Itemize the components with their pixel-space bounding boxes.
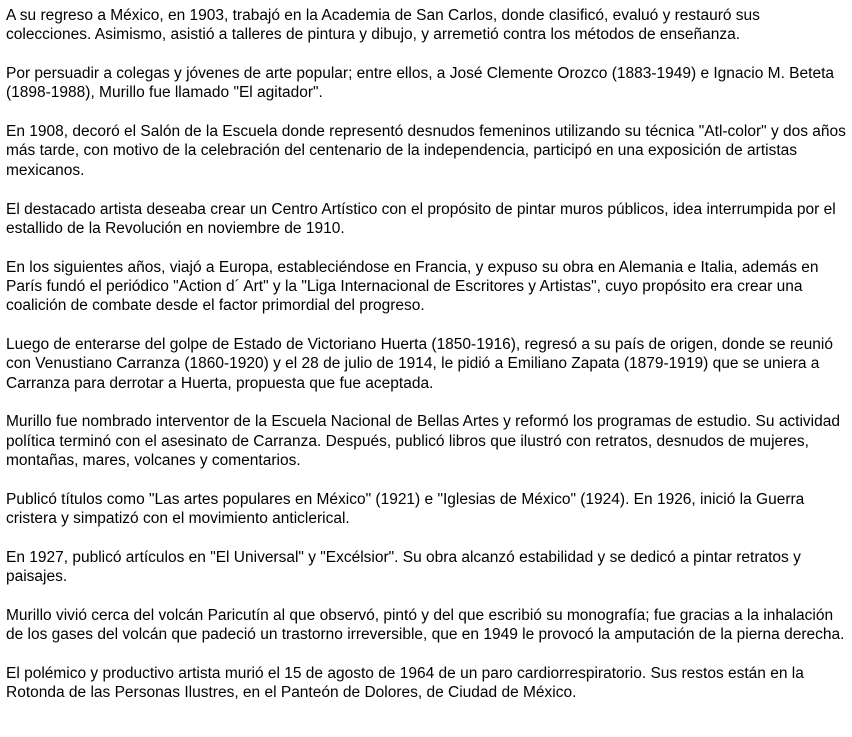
paragraph-el-agitador: Por persuadir a colegas y jóvenes de arte popular; entre ellos, a José Clemente Orozco (1883-1949) e Ignacio M. Beteta (1898-1988), Murillo fue llamado "El agitador". xyxy=(6,65,834,102)
paragraph-paricutin: Murillo vivió cerca del volcán Paricutín al que observó, pintó y del que escribió su monografía; fue gracias a la inhalación de los gases del volcán que padeció un trastorno irreversible, que en 1949 le provocó la amputación de la pierna derecha. xyxy=(6,607,845,644)
paragraph-death: El polémico y productivo artista murió el 15 de agosto de 1964 de un paro cardiorrespiratorio. Sus restos están en la Rotonda de las Personas Ilustres, en el Panteón de Dolores, de Ciudad de México. xyxy=(6,665,804,702)
paragraph-europe-travels: En los siguientes años, viajó a Europa, estableciéndose en Francia, y expuso su obra en Alemania e Italia, además en París fundó el periódico "Action d´ Art" y la "Liga Internacional de Escritores y Artistas", cuyo propósito era crear una coalición de combate desde el factor primordial del progreso. xyxy=(6,258,819,315)
paragraph-centro-artistico: El destacado artista deseaba crear un Centro Artístico con el propósito de pintar muros públicos, idea interrumpida por el estallido de la Revolución en noviembre de 1910. xyxy=(6,200,836,237)
paragraph-publications: Publicó títulos como "Las artes populares en México" (1921) e "Iglesias de México" (1924). En 1926, inició la Guerra cristera y simpatizó con el movimiento anticlerical. xyxy=(6,490,805,528)
paragraph-atl-color: En 1908, decoró el Salón de la Escuela donde representó desnudos femeninos utilizando su técnica "Atl-color" y dos años más tarde, con motivo de la celebración del centenario de la independencia, participó en una exposición de artistas mexicanos. xyxy=(6,123,846,179)
paragraph-bellas-artes: Murillo fue nombrado interventor de la Escuela Nacional de Bellas Artes y reformó los programas de estudio. Su actividad política terminó con el asesinato de Carranza. Después, publicó libros que ilustró con retratos, desnudos de mujeres, montañas, mares, volcanes y comentarios. xyxy=(6,413,840,470)
paragraph-1927-articles: En 1927, publicó artículos en "El Universal" y "Excélsior". Su obra alcanzó estabilidad y se dedicó a pintar retratos y paisajes. xyxy=(6,548,801,586)
paragraph-return-to-mexico: A su regreso a México, en 1903, trabajó en la Academia de San Carlos, donde clasificó, evaluó y restauró sus colecciones. Asimismo, asistió a talleres de pintura y dibujo, y arremetió contra los métodos de enseñanza. xyxy=(6,7,760,44)
paragraph-huerta-coup: Luego de enterarse del golpe de Estado de Victoriano Huerta (1850-1916), regresó a su país de origen, donde se reunió con Venustiano Carranza (1860-1920) y el 28 de julio de 1914, le pidió a Emiliano Zapata (1879-1919) que se uniera a Carranza para derrotar a Huerta, propuesta que fue aceptada. xyxy=(6,336,833,392)
